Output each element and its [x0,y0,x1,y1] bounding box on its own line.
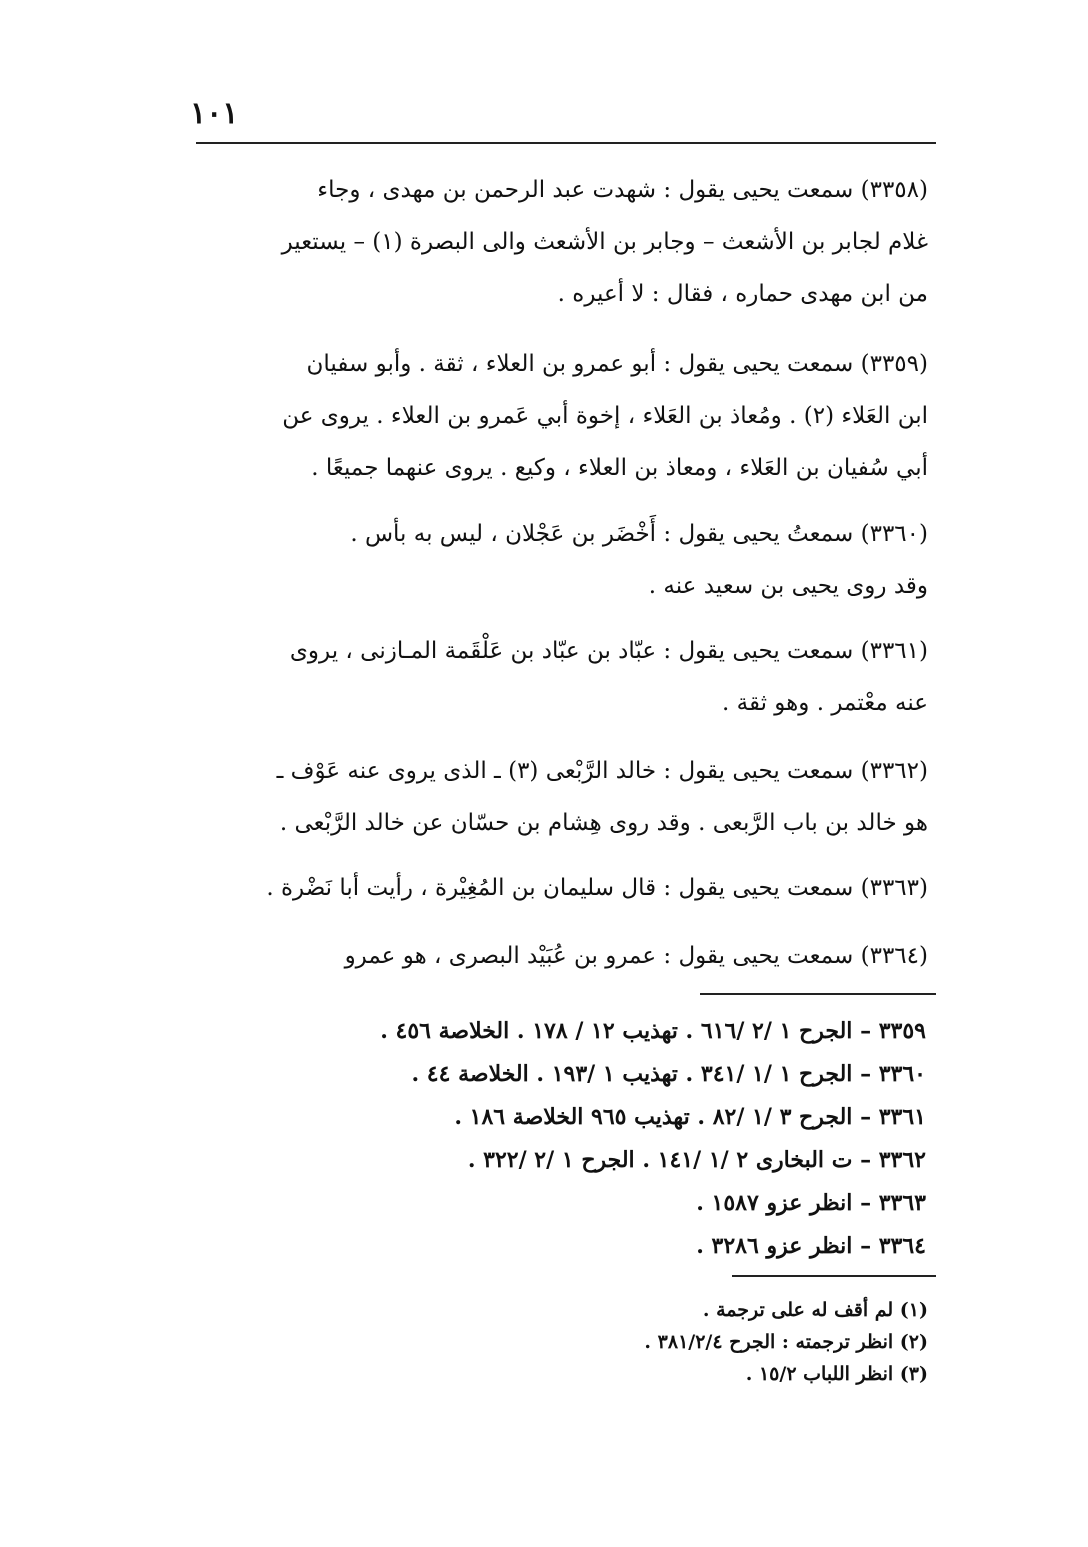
reference-line: ٣٣٦٣ – انظر عزو ١٥٨٧ . [696,1190,926,1216]
entry-line: (٣٣٦٢) سمعت يحيى يقول : خالد الرَّبْعى (٣) ـ الذى يروى عنه عَوْف ـ [276,758,928,784]
entry-line: غلام لجابر بن الأشعث – وجابر بن الأشعث والى البصرة (١) – يستعير [281,229,928,255]
footnotes-list [328,1294,928,1390]
entry-line: (٣٣٦١) سمعت يحيى يقول : عبّاد بن عبّاد بن عَلْقَمة المـازنى ، يروى [289,638,928,664]
entry-line: من ابن مهدى حماره ، فقال : لا أعيره . [557,281,928,307]
page-number: ١٠١ [190,96,239,131]
entry-line: وقد روى يحيى بن سعيد عنه . [648,573,928,599]
entry-line: أبي سُفيان بن العَلاء ، ومعاذ بن العلاء ، وكيع . يروى عنهما جميعًا . [311,455,928,481]
entry-line: ابن العَلاء (٢) . ومُعاذ بن العَلاء ، إخوة أبي عَمرو بن العلاء . يروى عن [282,403,928,429]
entry-line: (٣٣٦٠) سمعتُ يحيى يقول : أَخْضَر بن عَجْلان ، ليس به بأس . [350,521,928,547]
reference-line: ٣٣٥٩ – الجرح ١ /٢ /٦١٦ . تهذيب ١٢ / ١٧٨ . الخلاصة ٤٥٦ . [380,1018,926,1044]
footnote: (٣) انظر اللباب ١٥/٢ . [745,1363,928,1385]
footnote: (٢) انظر ترجمته : الجرح ٣٨١/٢/٤ . [644,1331,928,1353]
reference-line: ٣٣٦٢ – ت البخارى ٢ /١ /١٤١ . الجرح ١ /٢ /٣٢٢ . [467,1147,926,1173]
entry-3360 [202,508,928,612]
entry-line: هو خالد بن باب الرَّبعى . وقد روى هِشام بن حسّان عن خالد الرَّبْعى . [279,810,928,836]
header-rule [196,142,936,144]
entry-line: (٣٣٥٨) سمعت يحيى يقول : شهدت عبد الرحمن بن مهدى ، وجاء [317,177,928,203]
entry-line: (٣٣٦٣) سمعت يحيى يقول : قال سليمان بن المُغِيْرة ، رأيت أبا نَضْرة . [266,875,928,901]
footnotes-rule [732,1275,936,1277]
entry-3364 [202,930,928,982]
entry-line: (٣٣٦٤) سمعت يحيى يقول : عمرو بن عُبَيْد البصرى ، هو عمرو [344,943,928,969]
entry-3362 [202,745,928,849]
references-rule [700,993,936,995]
references-list [226,1010,926,1268]
footnote: (١) لم أقف له على ترجمة . [702,1299,928,1321]
reference-line: ٣٣٦٤ – انظر عزو ٣٢٨٦ . [696,1233,926,1259]
entry-3358 [202,164,928,320]
entry-3363 [202,862,928,914]
entry-3359 [202,338,928,494]
entry-3361 [202,625,928,729]
entry-line: عنه معْتمر . وهو ثقة . [721,690,928,716]
entry-line: (٣٣٥٩) سمعت يحيى يقول : أبو عمرو بن العلاء ، ثقة . وأبو سفيان [306,351,928,377]
reference-line: ٣٣٦١ – الجرح ٣ /١ /٨٢ . تهذيب ٩٦٥ الخلاصة ١٨٦ . [454,1104,926,1130]
reference-line: ٣٣٦٠ – الجرح ١ /١ /٣٤١ . تهذيب ١ /١٩٣ . الخلاصة ٤٤ . [411,1061,926,1087]
